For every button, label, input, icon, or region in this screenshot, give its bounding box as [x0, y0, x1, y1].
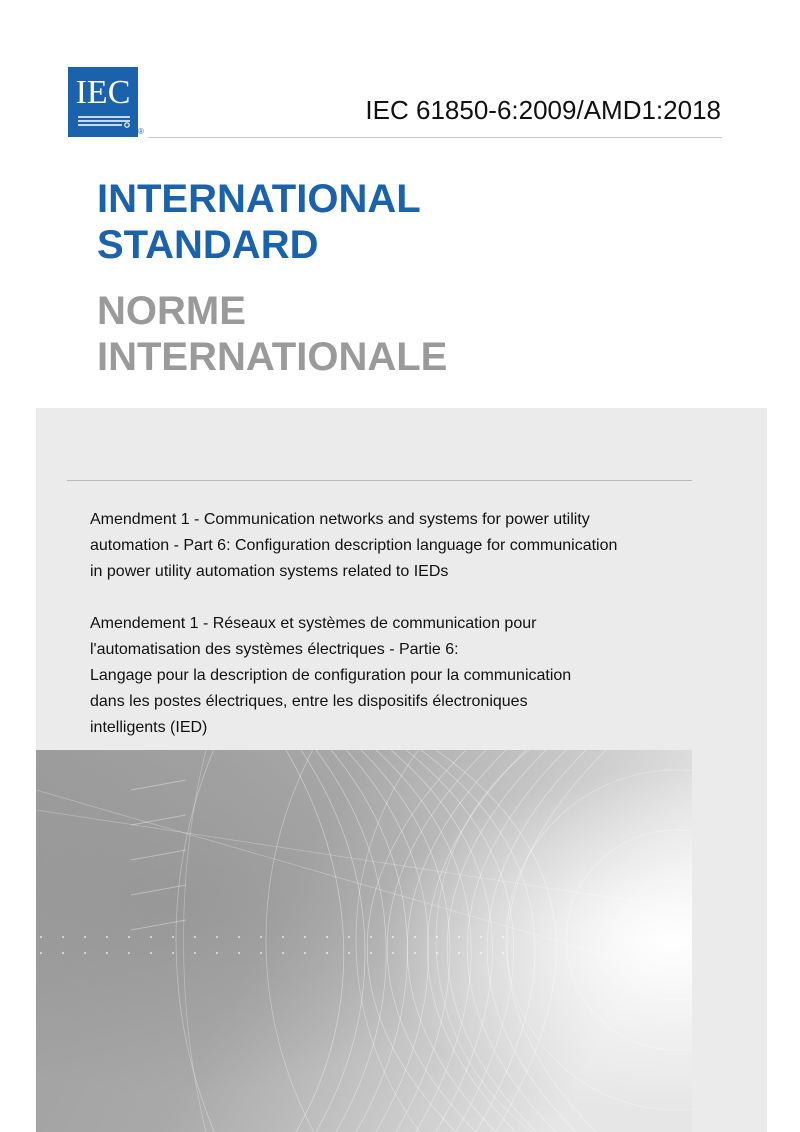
title-english: [97, 176, 421, 268]
description-french-line: dans les postes électriques, entre les dispositifs électroniques: [90, 693, 528, 710]
registered-mark: ®: [138, 127, 144, 136]
description-english-line: Amendment 1 - Communication networks and systems for power utility: [90, 511, 590, 528]
description-french: [90, 611, 690, 741]
iec-logo: [68, 67, 138, 137]
panel-divider: [67, 480, 692, 481]
title-french-line2: INTERNATIONALE: [97, 335, 448, 379]
description-english-line: in power utility automation systems related to IEDs: [90, 563, 449, 580]
title-french-line1: NORME: [97, 289, 246, 333]
description-french-line: Langage pour la description de configuration pour la communication: [90, 667, 572, 684]
description-english-line: automation - Part 6: Configuration description language for communication: [90, 537, 618, 554]
title-english-line1: INTERNATIONAL: [97, 177, 421, 221]
title-english-line2: STANDARD: [97, 223, 319, 267]
description-french-line: intelligents (IED): [90, 719, 208, 736]
header-divider: [148, 137, 722, 138]
cover-artwork: [36, 750, 692, 1132]
iec-logo-lines: [78, 115, 130, 129]
description-french-line: l'automatisation des systèmes électriques - Partie 6:: [90, 641, 459, 658]
iec-logo-text: IEC: [75, 74, 131, 111]
standard-reference: IEC 61850-6:2009/AMD1:2018: [365, 95, 721, 125]
title-french: [97, 288, 447, 380]
description-french-line: Amendement 1 - Réseaux et systèmes de communication pour: [90, 615, 537, 632]
description-english: [90, 507, 690, 585]
